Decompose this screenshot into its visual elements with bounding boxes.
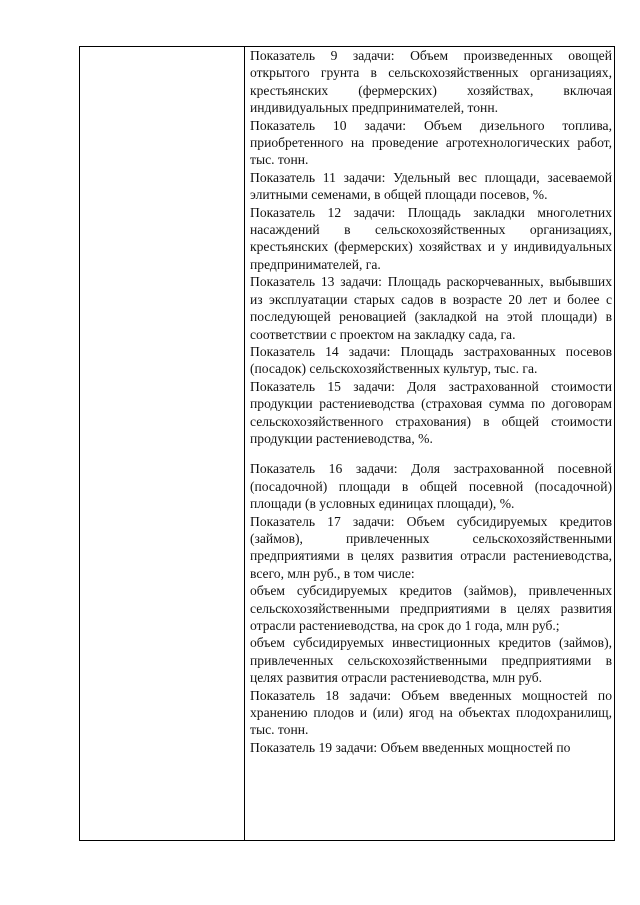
indicators-table	[79, 46, 615, 841]
indicator-17: Показатель 17 задачи: Объем субсидируемых кредитов (займов), привлеченных сельскохозяйственными предприятиями в целях развития отрасли растениеводства, всего, млн руб., в том числе:	[250, 513, 612, 581]
indicator-13: Показатель 13 задачи: Площадь раскорчеванных, выбывших из эксплуатации старых садов в возрасте 20 лет и более с последующей реновацией (закладкой на этой площади) в соответствии с проектом на закладку сада, га.	[250, 274, 612, 342]
indicator-9: Показатель 9 задачи: Объем произведенных овощей открытого грунта в сельскохозяйственных организациях, крестьянских (фермерских) хозяйствах, включая индивидуальных предпринимателей, тонн.	[250, 48, 612, 116]
table-cell-left-empty	[80, 47, 245, 841]
indicator-11: Показатель 11 задачи: Удельный вес площади, засеваемой элитными семенами, в общей площади посевов, %.	[250, 169, 612, 203]
indicator-17-subitem-short-term: объем субсидируемых кредитов (займов), привлеченных сельскохозяйственными предприятиями в целях развития отрасли растениеводства, на срок до 1 года, млн руб.;	[250, 583, 612, 633]
indicator-12: Показатель 12 задачи: Площадь закладки многолетних насаждений в сельскохозяйственных организациях, крестьянских (фермерских) хозяйствах и у индивидуальных предпринимателей, га.	[250, 204, 612, 272]
indicator-14: Показатель 14 задачи: Площадь застрахованных посевов (посадок) сельскохозяйственных культур, тыс. га.	[250, 343, 612, 377]
indicator-18: Показатель 18 задачи: Объем введенных мощностей по хранению плодов и (или) ягод на объектах плодохранилищ, тыс. тонн.	[250, 687, 612, 738]
indicator-15: Показатель 15 задачи: Доля застрахованной стоимости продукции растениеводства (страховая сумма по договорам сельскохозяйственного страхования) в общей стоимости продукции растениеводства, %.	[250, 378, 612, 446]
indicator-19: Показатель 19 задачи: Объем введенных мощностей по	[250, 739, 571, 755]
indicator-10: Показатель 10 задачи: Объем дизельного топлива, приобретенного на проведение агротехнологических работ, тыс. тонн.	[250, 117, 612, 168]
indicator-16: Показатель 16 задачи: Доля застрахованной посевной (посадочной) площади в общей посевной (посадочной) площади (в условных единицах площади), %.	[250, 461, 612, 512]
table-row	[80, 47, 615, 841]
indicators-text	[245, 47, 614, 756]
table-cell-indicators	[245, 47, 615, 841]
indicator-17-subitem-investment: объем субсидируемых инвестиционных кредитов (займов), привлеченных сельскохозяйственными предприятиями в целях развития отрасли растениеводства, млн руб.	[250, 635, 612, 686]
